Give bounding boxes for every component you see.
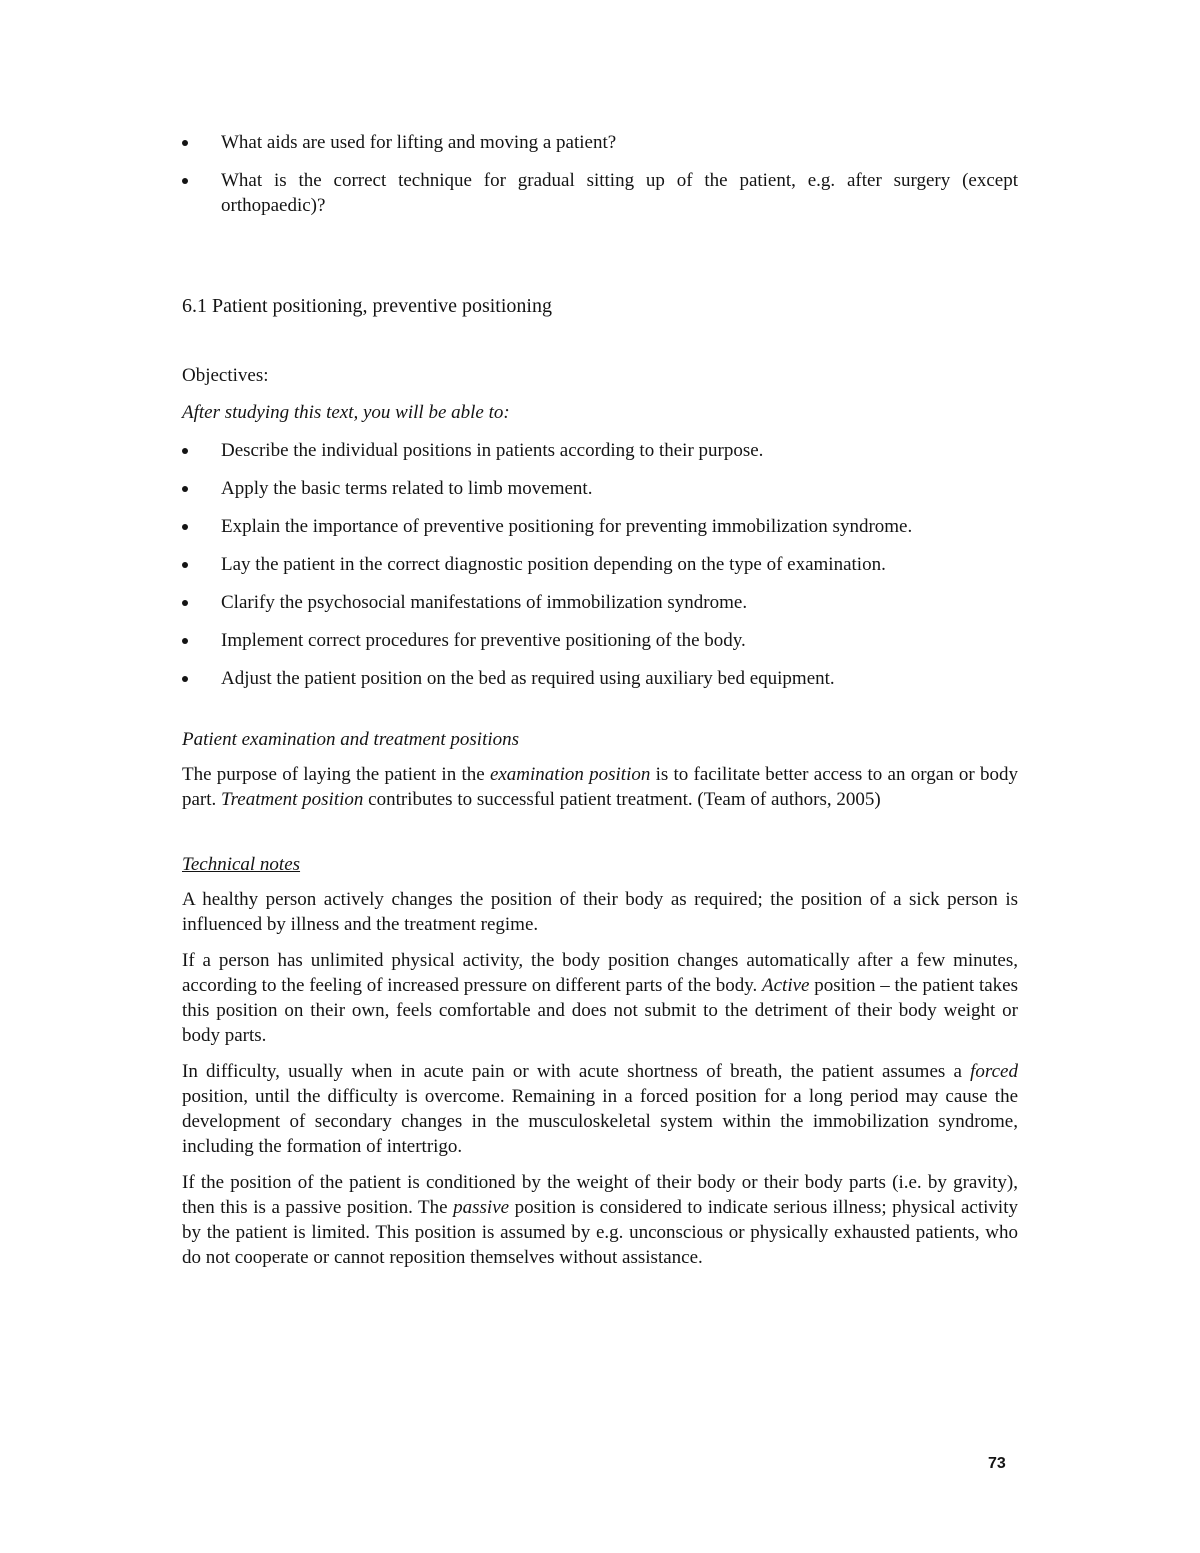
technical-notes-paragraph-1: A healthy person actively changes the position of their body as required; the position of a sick person is influenced by illness and the treatment regime. [182, 889, 1018, 935]
list-item: Lay the patient in the correct diagnostic position depending on the type of examination. [182, 552, 1018, 577]
list-item: Clarify the psychosocial manifestations of immobilization syndrome. [182, 590, 1018, 615]
list-item: Explain the importance of preventive positioning for preventing immobilization syndrome. [182, 514, 1018, 539]
technical-notes-paragraph-4: If the position of the patient is conditioned by the weight of their body or their body parts (i.e. by gravity), then this is a passive position. The passive position is considered to indicate serious illness; physical activity by the patient is limited. This position is assumed by e.g. unconscious or physically exhausted patients, who do not cooperate or cannot reposition themselves without assistance. [182, 1172, 1018, 1268]
page-number: 73 [988, 1455, 1006, 1472]
list-item: Implement correct procedures for preventive positioning of the body. [182, 628, 1018, 653]
list-item: What aids are used for lifting and moving a patient? [182, 130, 1018, 155]
section-heading: 6.1 Patient positioning, preventive positioning [182, 295, 552, 317]
bullet-icon [182, 524, 188, 530]
technical-notes-paragraph-3: In difficulty, usually when in acute pain or with acute shortness of breath, the patient assumes a forced position, until the difficulty is overcome. Remaining in a forced position for a long period may cause the development of secondary changes in the musculoskeletal system within the immobilization syndrome, including the formation of intertrigo. [182, 1061, 1018, 1157]
objectives-list [182, 438, 1018, 691]
exam-positions-paragraph: The purpose of laying the patient in the examination position is to facilitate better access to an organ or body part. Treatment position contributes to successful patient treatment. (Team of authors, 2005) [182, 764, 1018, 810]
bullet-icon [182, 562, 188, 568]
list-item: What is the correct technique for gradual sitting up of the patient, e.g. after surgery (except orthopaedic)? [182, 168, 1018, 218]
objectives-intro: After studying this text, you will be able to: [182, 402, 510, 423]
bullet-icon [182, 486, 188, 492]
exam-positions-heading: Patient examination and treatment positions [182, 729, 520, 750]
technical-notes-heading: Technical notes [182, 854, 301, 875]
technical-notes-paragraph-2: If a person has unlimited physical activity, the body position changes automatically after a few minutes, according to the feeling of increased pressure on different parts of the body. Active position – the patient takes this position on their own, feels comfortable and does not submit to the detriment of their body weight or body parts. [182, 950, 1018, 1046]
bullet-icon [182, 676, 188, 682]
question-list [182, 130, 1018, 218]
list-item: Apply the basic terms related to limb movement. [182, 476, 1018, 501]
bullet-icon [182, 638, 188, 644]
bullet-icon [182, 448, 188, 454]
bullet-icon [182, 600, 188, 606]
bullet-icon [182, 178, 188, 184]
bullet-icon [182, 140, 188, 146]
list-item: Adjust the patient position on the bed as required using auxiliary bed equipment. [182, 666, 1018, 691]
list-item: Describe the individual positions in patients according to their purpose. [182, 438, 1018, 463]
document-page [182, 130, 1018, 1281]
objectives-label: Objectives: [182, 365, 269, 386]
